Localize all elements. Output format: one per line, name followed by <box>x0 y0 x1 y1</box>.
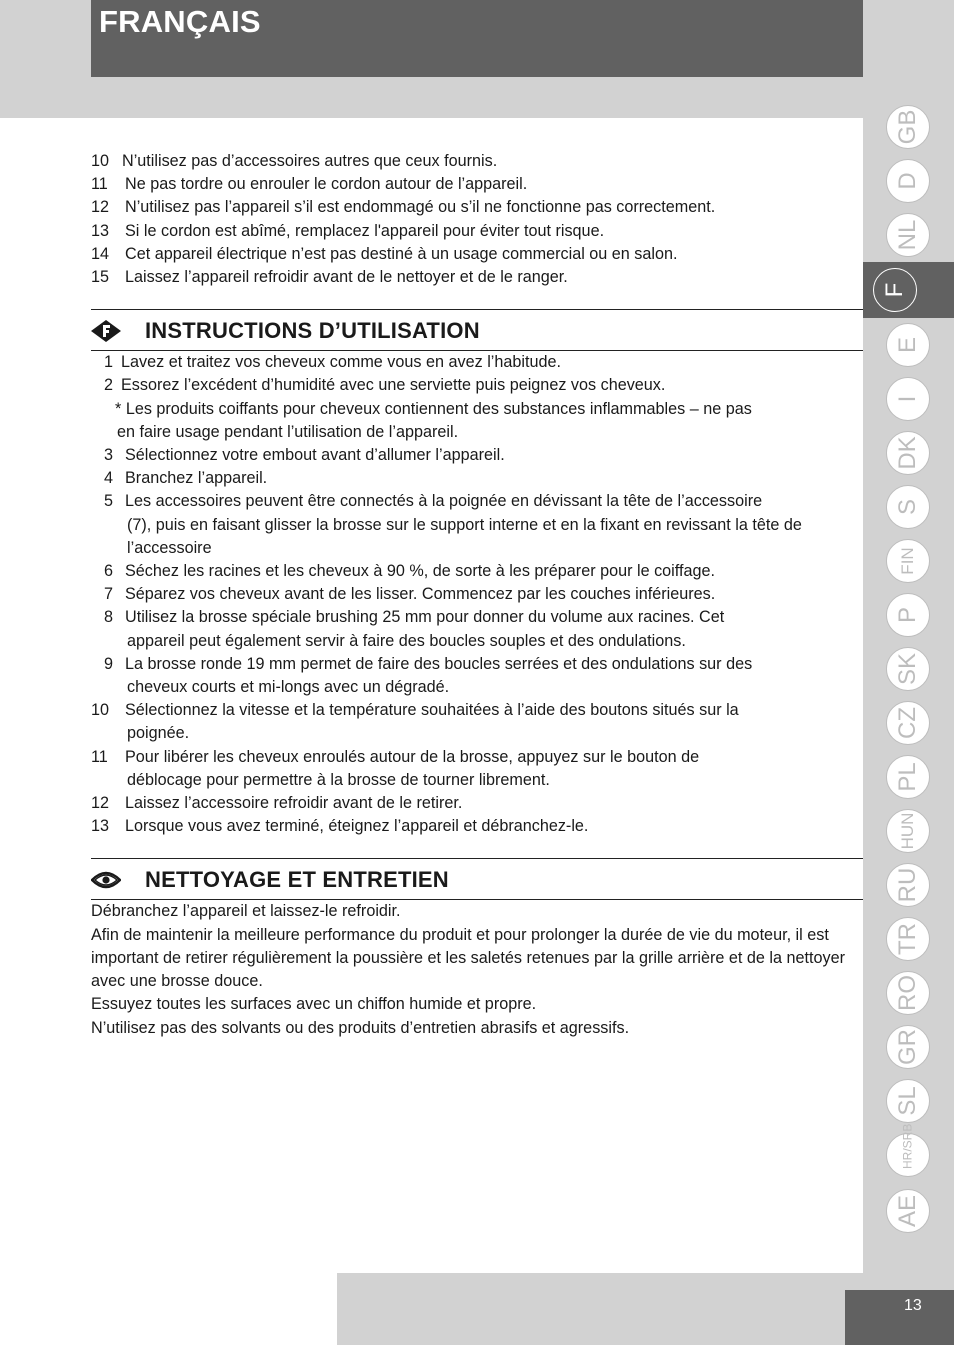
list-item <box>91 746 863 792</box>
lang-label: PL <box>894 762 921 792</box>
bottom-margin <box>0 1273 337 1345</box>
lang-label: NL <box>894 219 921 251</box>
paragraph: N’utilisez pas des solvants ou des produits d’entretien abrasifs et agressifs. <box>91 1018 630 1037</box>
lang-label: I <box>894 395 921 403</box>
list-item <box>91 792 863 815</box>
lang-tab-cz[interactable] <box>876 697 931 749</box>
item-number: 5 <box>104 492 114 511</box>
item-number: 14 <box>91 244 110 263</box>
list-item <box>91 196 863 219</box>
list-item <box>91 374 863 397</box>
care-section-header <box>91 858 863 900</box>
item-text: Cet appareil électrique n’est pas destiné à un usage commercial ou en salon. <box>125 244 678 263</box>
lang-tab-fin[interactable] <box>876 535 931 587</box>
list-item <box>91 398 863 444</box>
lang-label-active: F <box>881 282 908 298</box>
lang-label: P <box>894 606 921 624</box>
item-text-continuation: poignée. <box>127 724 190 743</box>
page-number-box <box>845 1290 954 1345</box>
lang-label: AE <box>894 1194 921 1228</box>
item-number: 3 <box>104 446 114 465</box>
lang-tab-i[interactable] <box>876 373 931 425</box>
lang-tab-ae[interactable] <box>876 1185 931 1237</box>
lang-tab-dk[interactable] <box>876 427 931 479</box>
item-number: 12 <box>91 198 110 217</box>
item-text: Si le cordon est abîmé, remplacez l'appareil pour éviter tout risque. <box>125 221 605 240</box>
item-number: 11 <box>91 175 108 194</box>
lang-tab-ru[interactable] <box>876 859 931 911</box>
list-item <box>91 560 863 583</box>
list-item <box>91 467 863 490</box>
lang-tab-f-active[interactable] <box>863 262 954 318</box>
item-number: 8 <box>104 608 114 627</box>
item-text-continuation: appareil peut également servir à faire des boucles souples et des ondulations. <box>127 631 686 650</box>
item-text: Les accessoires peuvent être connectés à la poignée en dévissant la tête de l’accessoire <box>125 492 763 511</box>
safety-list <box>91 150 863 289</box>
usage-section-header <box>91 309 863 351</box>
f-diamond-icon <box>91 320 121 342</box>
list-item <box>91 583 863 606</box>
paragraph: Débranchez l’appareil et laissez-le refroidir. <box>91 902 401 921</box>
lang-tab-e[interactable] <box>876 319 931 371</box>
list-item <box>91 173 863 196</box>
lang-label: SL <box>894 1086 921 1116</box>
lang-label: D <box>894 172 921 190</box>
lang-tab-d[interactable] <box>876 155 931 207</box>
item-text: Ne pas tordre ou enrouler le cordon autour de l’appareil. <box>125 175 528 194</box>
item-number: 7 <box>104 585 114 604</box>
usage-section-title: INSTRUCTIONS D’UTILISATION <box>145 318 480 344</box>
eye-icon <box>91 869 121 891</box>
paragraph: Afin de maintenir la meilleure performance du produit et pour prolonger la durée de vie du moteur, il est important de retirer régulièrement la poussière et les saletés retenues par la grille arrière et de la nettoyer avec une brosse douce. <box>91 925 845 991</box>
item-number: 10 <box>91 701 110 720</box>
lang-tab-pl[interactable] <box>876 751 931 803</box>
item-text: Branchez l’appareil. <box>125 469 268 488</box>
item-text: N’utilisez pas d’accessoires autres que ceux fournis. <box>122 152 498 170</box>
paragraph: Essuyez toutes les surfaces avec un chiffon humide et propre. <box>91 995 537 1014</box>
list-item <box>91 220 863 243</box>
item-text: Utilisez la brosse spéciale brushing 25 mm pour donner du volume aux racines. Cet <box>125 608 725 627</box>
list-item <box>91 351 863 374</box>
list-item <box>91 150 863 173</box>
lang-label: E <box>894 336 921 354</box>
lang-tab-s[interactable] <box>876 481 931 533</box>
item-number: 12 <box>91 794 110 813</box>
item-number: 11 <box>91 747 108 766</box>
list-item <box>91 699 863 745</box>
lang-label: GB <box>894 109 921 145</box>
lang-label: S <box>894 498 921 516</box>
list-item <box>91 243 863 266</box>
page-title: FRANÇAIS <box>99 4 261 39</box>
lang-label: DK <box>894 436 921 470</box>
item-number: 2 <box>104 376 114 395</box>
item-number: 10 <box>91 152 110 170</box>
item-text-continuation: (7), puis en faisant glisser la brosse sur le support interne et en la fixant en revissant la tête de l’accessoire <box>127 515 802 557</box>
list-item <box>91 444 863 467</box>
item-number: 6 <box>104 562 114 581</box>
item-text: Pour libérer les cheveux enroulés autour de la brosse, appuyez sur le bouton de <box>125 747 700 766</box>
item-text: Laissez l’appareil refroidir avant de le nettoyer et de le ranger. <box>125 268 568 287</box>
lang-tab-sl[interactable] <box>876 1075 931 1127</box>
lang-label: FIN <box>898 547 917 575</box>
header-bar <box>91 0 863 77</box>
item-number: 13 <box>91 221 110 240</box>
list-item <box>91 490 863 560</box>
lang-tab-p[interactable] <box>876 589 931 641</box>
item-text: Les produits coiffants pour cheveux contiennent des substances inflammables – ne pas <box>125 399 752 418</box>
list-item <box>91 266 863 289</box>
usage-list <box>91 351 863 838</box>
lang-tab-ro[interactable] <box>876 967 931 1019</box>
item-text: Sélectionnez votre embout avant d’allumer l’appareil. <box>125 446 505 465</box>
care-text <box>91 900 863 1039</box>
item-text: Lorsque vous avez terminé, éteignez l’appareil et débranchez-le. <box>125 817 589 836</box>
lang-label: TR <box>894 923 921 955</box>
item-number: 13 <box>91 817 110 836</box>
item-text: Séchez les racines et les cheveux à 90 %, de sorte à les préparer pour le coiffage. <box>125 562 715 581</box>
lang-tab-sk[interactable] <box>876 643 931 695</box>
item-number: 9 <box>104 654 114 673</box>
item-number: 4 <box>104 469 114 488</box>
item-number: 15 <box>91 268 110 287</box>
lang-label: SK <box>894 652 921 686</box>
item-text: La brosse ronde 19 mm permet de faire des boucles serrées et des ondulations sur des <box>125 654 753 673</box>
item-text: Laissez l’accessoire refroidir avant de le retirer. <box>125 794 463 813</box>
lang-tab-gr[interactable] <box>876 1021 931 1073</box>
item-text: N’utilisez pas l’appareil s’il est endommagé ou s’il ne fonctionne pas correctement. <box>125 198 716 217</box>
lang-label: HR/SRB <box>900 1123 915 1169</box>
lang-tab-tr[interactable] <box>876 913 931 965</box>
lang-label: HUN <box>898 812 917 850</box>
lang-tab-hr-srb[interactable] <box>876 1123 931 1181</box>
item-text-continuation: cheveux courts et mi-longs avec un dégradé. <box>127 678 450 697</box>
lang-label: CZ <box>894 707 921 739</box>
lang-label: RO <box>894 975 921 1011</box>
care-section-title: NETTOYAGE ET ENTRETIEN <box>145 867 449 893</box>
lang-tab-nl[interactable] <box>876 209 931 261</box>
lang-label: GR <box>894 1029 921 1065</box>
page-number: 13 <box>904 1297 922 1314</box>
item-text-continuation: en faire usage pendant l’utilisation de l’appareil. <box>117 422 459 441</box>
lang-tab-hun[interactable] <box>876 805 931 857</box>
item-number: 1 <box>104 353 114 372</box>
item-text: Lavez et traitez vos cheveux comme vous en avez l’habitude. <box>121 353 561 372</box>
lang-tab-gb[interactable] <box>876 101 931 153</box>
list-item <box>91 606 863 652</box>
lang-label: RU <box>894 867 921 903</box>
item-text-continuation: déblocage pour permettre à la brosse de tourner librement. <box>127 770 550 789</box>
item-number: * <box>115 399 122 418</box>
item-text: Essorez l’excédent d’humidité avec une serviette puis peignez vos cheveux. <box>121 376 666 395</box>
main-content <box>91 150 863 1040</box>
list-item <box>91 815 863 838</box>
list-item <box>91 653 863 699</box>
item-text: Séparez vos cheveux avant de les lisser. Commencez par les couches inférieures. <box>125 585 716 604</box>
item-text: Sélectionnez la vitesse et la température souhaitées à l’aide des boutons situés sur la <box>125 701 739 720</box>
